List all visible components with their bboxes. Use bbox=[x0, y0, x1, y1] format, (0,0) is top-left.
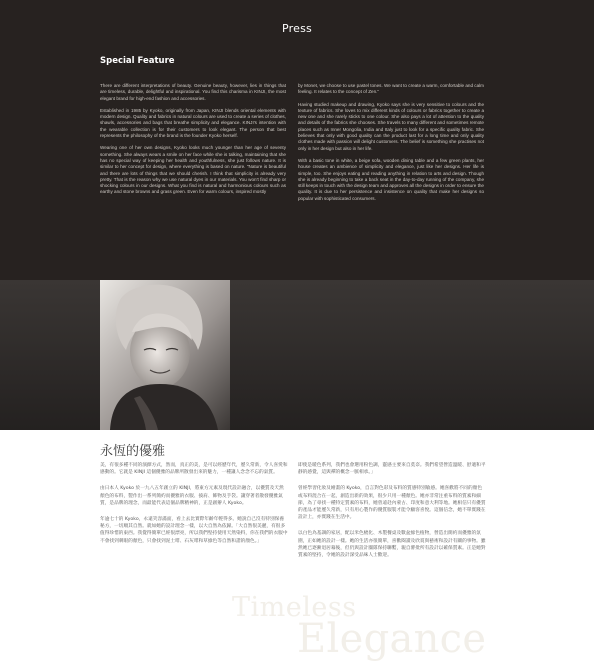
page-title: Press bbox=[282, 22, 312, 35]
article-paragraph: Having studied makeup and drawing, Kyoko says she is very sensitive to colours and the texture of fabrics. She loves to mix different kinds of colours or fabrics together to create a new one and she rarely sticks to one colour. She also pays a lot of attention to the quality and details of the fabrics she chooses. She travels to many different and sometimes remote places such as Inner Mongolia, India and Italy just to look for a specific quality fabric. She believes that only with good quality can the product last for a long time and only quality clothes made with passion will delight customers. The belief is something she practises not only in her design but also in her life. bbox=[298, 101, 484, 151]
article-paragraph: 美，有很多種不同的演繹方式，然而，真正的美，是可以經歷年代，歷久常新，令人喜愛和感動的。它就是 KINJI 這個優雅的品牌所散發出來的魅力，一種讓人念念不忘的氣質。 bbox=[100, 463, 288, 476]
article-paragraph: With a basic tone in white, a beige sofa, wooden dining table and a few green plants, her house creates an ambience of simplicity and elegance, just like her designs. Her life is simple, too. She enjoys eating and reading anything in relation to arts and design. Though she is already beginning to take a back seat in the day-to-day running of the company, she still keeps in touch with the design team and approves all the designs in order to ensure the quality. It is due to her persistence and insistence on quality that make her designs so popular with sophisticated consumers. bbox=[298, 157, 484, 201]
chinese-title: 永恆的優雅 bbox=[100, 444, 166, 459]
article-paragraph: 由日本人 Kyoko 於一九八五年創立的 KINJI，將東方元素及現代設計融合，以優質及天然顏色的布料，製作出一系列簡約而優雅的衣服、披肩、飾物及手袋。讓穿著者散發優雅氣質，是品牌的理念，而最能代表這個品牌精神的，正是創辦人 Kyoko。 bbox=[100, 486, 284, 506]
founder-portrait-image bbox=[100, 280, 230, 430]
headline-line-1: Timeless bbox=[232, 592, 357, 623]
english-article-column-right bbox=[298, 83, 484, 208]
article-paragraph: Wearing one of her own designs, Kyoko looks much younger than her age of seventy something. She always wears a smile on her face while she is talking, maintaining that she has no special way of keeping her health and youthfulness, she just follows nature. It is similar to her concept for design, where everything is based on nature. "Nature is beautiful and there are lots of things that we should cherish. I think that simplicity is already very pretty. That is the reason why we use natural dyes in our materials. You won't find sharp or shocking colours in our designs. What you find is natural and harmonious colours such as earthy and stone browns and grass green. Even for warm colours, inspired mostly bbox=[100, 145, 286, 195]
section-heading: Special Feature bbox=[100, 56, 175, 66]
article-paragraph: 即使是暖色系列，我們也會選用粉色調，靈感主要來自莫奈。我們希望營造溫暖、舒適和平靜的感覺，這與禪的概念一脈相承。」 bbox=[298, 463, 486, 476]
headline-line-2: Elegance bbox=[297, 616, 487, 662]
article-paragraph: There are different interpretations of beauty. Genuine beauty, however, lies in things that are timeless, durable, delightful and inspirational. You find this charisma in KINJI, the most elegant brand for high-end fashion and accessories. bbox=[100, 83, 286, 101]
chinese-article-column-right bbox=[298, 462, 486, 568]
article-paragraph: 曾經學習化妝及繪畫的 Kyoko，自言對色彩及布料的質感特別敏感。她喜歡將不同的顏色或布料混合在一起，創造出新的效果，很少只用一種顏色。她亦非常注重布料的質素和細節，為了尋找一種特定質素的布料，她曾遠赴內蒙古、印度和意大利等地。她相信只有優質的產品才能歷久常新，只有用心製作的優質服裝才能令顧客喜悅。這個信念，她不單實踐在設計上，亦實踐在生活中。 bbox=[298, 486, 486, 521]
english-article-column-left bbox=[100, 83, 286, 202]
press-header-section bbox=[0, 0, 594, 280]
article-paragraph: Established in 1985 by Kyoko, originally from Japan, KINJI blends oriental elements with modern design. Quality and fabrics in natural colours are used to create a series of clothes, shawls, accessories and bags that breathe simplicity and elegance. KINJI's intention with the wearable collection is for their customers to look elegant. The person that best represents the philosophy of the brand is the founder Kyoko herself. bbox=[100, 107, 286, 139]
article-paragraph: 年逾七十的 Kyoko，永遠笑容滿面，看上去比實際年齡年輕得多。她說自己沒有特別保養秘方，一切順其自然。就如她的設計理念一樣，以大自然為依歸。「大自然很美麗，有很多值得珍惜的東西。我覺得簡單已經很漂亮，所以我們堅持使用天然染料，你在我們的衣服中不會找到刺眼的顏色，只會找到泥土啡、石灰啡和草綠色等自然和諧的顏色。」 bbox=[100, 517, 288, 544]
article-paragraph: 以白色為基調的家居，配以米色梳化、木製餐桌及數盆綠色植物，營造出簡約而優雅的氛圍，正如她的設計一樣。她的生活亦很簡單，喜歡閱讀及欣賞與藝術和設計有關的事物。雖然她已逐漸退居幕後，但仍與設計團隊保持聯繫，親自審批所有設計以確保質素。正是她對質素的堅持，令她的設計深受品味人士歡迎。 bbox=[298, 531, 486, 559]
article-paragraph: by Monet, we choose to use pastel tones. We want to create a warm, comfortable and calm feeling. It relates to the concept of Zen." bbox=[298, 83, 484, 95]
portrait-illustration bbox=[100, 280, 230, 430]
chinese-article-column-left bbox=[100, 462, 288, 554]
